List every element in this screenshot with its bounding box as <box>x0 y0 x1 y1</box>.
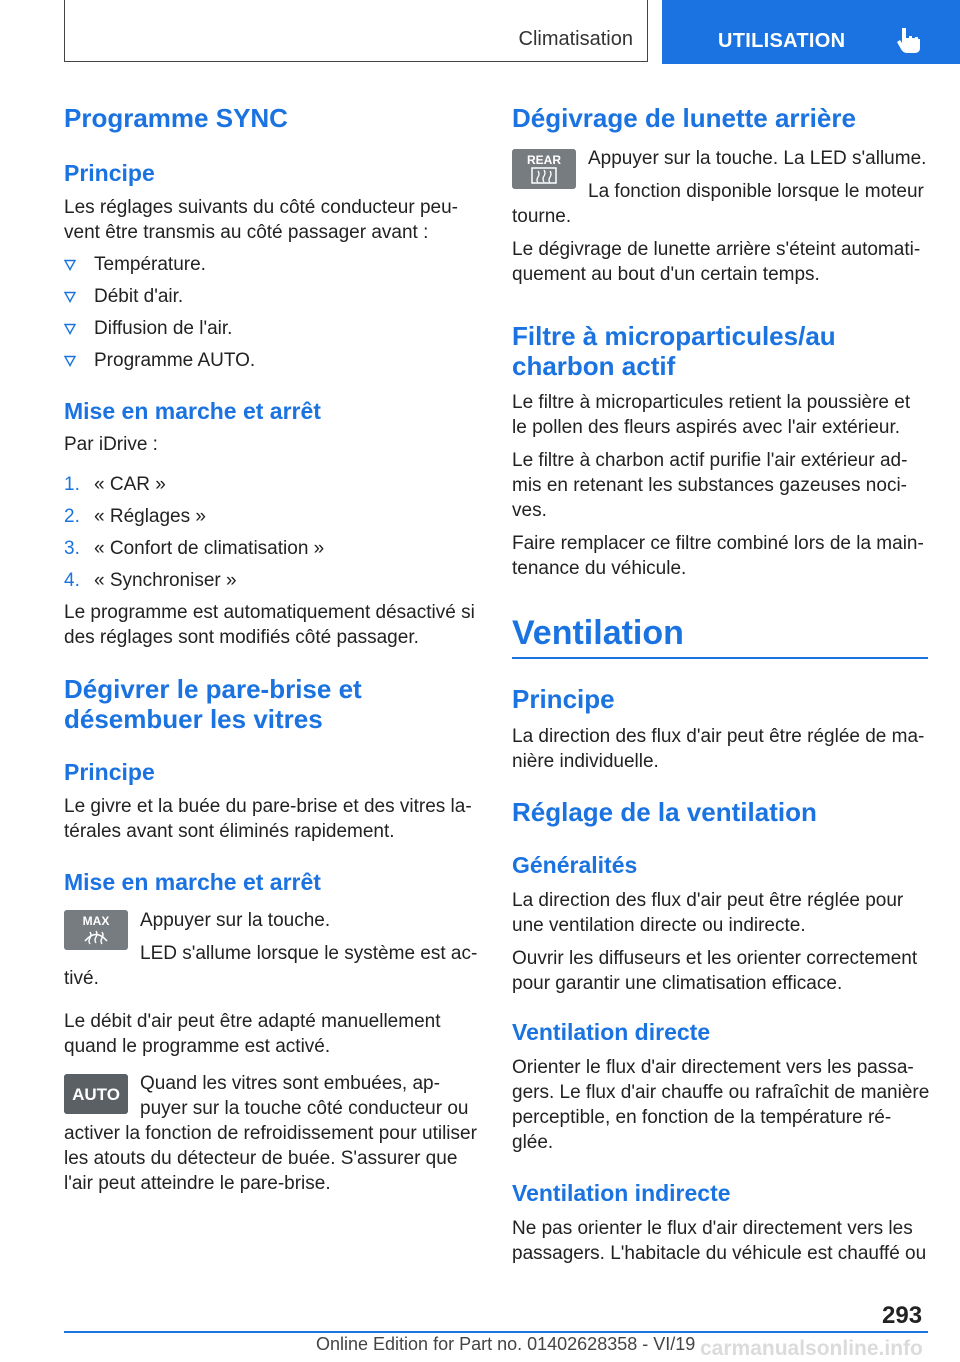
auto-text-line-5: l'air peut atteindre le pare-brise. <box>64 1173 331 1194</box>
air-flow-line-1: Le débit d'air peut être adapté manuellement <box>64 1011 441 1032</box>
sync-item-4: Programme AUTO. <box>94 350 256 371</box>
auto-text-line-2: puyer sur la touche côté conducteur ou <box>140 1098 469 1119</box>
step-text-1: « CAR » <box>94 474 166 495</box>
auto-text-line-4: les atouts du détecteur de buée. S'assurer que <box>64 1148 458 1169</box>
footer-edition-text: Online Edition for Part no. 01402628358 - VI/19 <box>316 1334 696 1354</box>
max-button-label: MAX <box>82 914 110 928</box>
directe-line-3: perceptible, en fonction de la température ré- <box>512 1107 892 1128</box>
step-number-3: 3. <box>64 538 80 559</box>
directe-line-2: gers. Le flux d'air chauffe ou rafraîchit de manière <box>512 1082 930 1103</box>
air-flow-line-2: quand le programme est activé. <box>64 1036 331 1057</box>
heading-rear-defrost: Dégivrage de lunette arrière <box>512 103 856 133</box>
filter-text-line-5: ves. <box>512 500 547 521</box>
max-defrost-button-icon <box>64 910 128 950</box>
header-section-title: Climatisation <box>518 28 633 50</box>
max-text-line-3: tivé. <box>64 968 99 989</box>
watermark-text: carmanualsonline.info <box>700 1337 923 1360</box>
heading-ventilation-principe: Principe <box>512 684 615 714</box>
indirecte-line-2: passagers. L'habitacle du véhicule est chauffé ou <box>512 1243 927 1264</box>
directe-line-1: Orienter le flux d'air directement vers les passa- <box>512 1057 914 1078</box>
heading-reglage-ventilation: Réglage de la ventilation <box>512 797 817 827</box>
filter-text-line-7: tenance du véhicule. <box>512 558 687 579</box>
directe-line-4: glée. <box>512 1132 554 1153</box>
generalites-line-3: Ouvrir les diffuseurs et les orienter correctement <box>512 948 918 969</box>
footer-rule <box>64 1331 928 1333</box>
step-number-4: 4. <box>64 570 80 591</box>
heading-filter-line-1: Filtre à microparticules/au <box>512 321 836 351</box>
filter-text-line-2: le pollen des fleurs aspirés avec l'air extérieur. <box>512 417 901 438</box>
bullet-triangle-icon <box>64 323 76 335</box>
heading-defrost-line-1: Dégivrer le pare-brise et <box>64 674 362 704</box>
step-text-4: « Synchroniser » <box>94 570 237 591</box>
sync-item-1: Température. <box>94 254 206 275</box>
heading-sync-on-off: Mise en marche et arrêt <box>64 398 321 424</box>
step-text-2: « Réglages » <box>94 506 206 527</box>
filter-text-line-3: Le filtre à charbon actif purifie l'air extérieur ad- <box>512 450 908 471</box>
max-text-line-1: Appuyer sur la touche. <box>140 910 331 931</box>
generalites-line-2: une ventilation directe ou indirecte. <box>512 915 806 936</box>
pointing-hand-icon <box>896 26 922 54</box>
auto-button-icon <box>64 1074 128 1114</box>
vent-principe-line-1: La direction des flux d'air peut être réglée de ma- <box>512 726 925 747</box>
filter-text-line-6: Faire remplacer ce filtre combiné lors de la main- <box>512 533 924 554</box>
filter-text-line-1: Le filtre à microparticules retient la poussière et <box>512 392 911 413</box>
ventilation-rule <box>512 657 928 659</box>
par-idrive-text: Par iDrive : <box>64 434 158 455</box>
auto-button-label: AUTO <box>72 1085 120 1104</box>
rear-button-label: REAR <box>526 153 562 167</box>
header-chapter-tab[interactable] <box>662 0 960 64</box>
auto-off-line-1: Le programme est automatiquement désactivé si <box>64 602 475 623</box>
heading-filter-line-2: charbon actif <box>512 351 676 381</box>
max-text-line-2: LED s'allume lorsque le système est ac- <box>140 943 478 964</box>
heading-sync-principe: Principe <box>64 160 155 186</box>
auto-off-line-2: des réglages sont modifiés côté passager. <box>64 627 419 648</box>
vent-principe-line-2: nière individuelle. <box>512 751 659 772</box>
bullet-triangle-icon <box>64 291 76 303</box>
heading-programme-sync: Programme SYNC <box>64 103 288 133</box>
step-number-2: 2. <box>64 506 80 527</box>
heading-generalites: Généralités <box>512 852 638 878</box>
filter-text-line-4: mis en retenant les substances gazeuses noci- <box>512 475 907 496</box>
generalites-line-1: La direction des flux d'air peut être réglée pour <box>512 890 904 911</box>
defrost-principe-line-2: térales avant sont éliminés rapidement. <box>64 821 395 842</box>
sync-intro-line-2: vent être transmis au côté passager avant : <box>64 222 429 243</box>
rear-text-line-2: La fonction disponible lorsque le moteur <box>588 181 924 202</box>
defrost-principe-line-1: Le givre et la buée du pare-brise et des vitres la- <box>64 796 472 817</box>
sync-intro-line-1: Les réglages suivants du côté conducteur peu- <box>64 197 458 218</box>
heading-defrost-principe: Principe <box>64 759 155 785</box>
auto-text-line-1: Quand les vitres sont embuées, ap- <box>140 1073 440 1094</box>
indirecte-line-1: Ne pas orienter le flux d'air directement vers les <box>512 1218 913 1239</box>
page-number: 293 <box>882 1302 923 1329</box>
heading-defrost-on-off: Mise en marche et arrêt <box>64 869 321 895</box>
sync-item-3: Diffusion de l'air. <box>94 318 233 339</box>
heading-ventilation-directe: Ventilation directe <box>512 1019 711 1045</box>
rear-text-line-3: tourne. <box>512 206 572 227</box>
heading-ventilation-indirecte: Ventilation indirecte <box>512 1180 731 1206</box>
heading-ventilation: Ventilation <box>512 614 684 652</box>
generalites-line-4: pour garantir une climatisation efficace. <box>512 973 843 994</box>
rear-text-line-1: Appuyer sur la touche. La LED s'allume. <box>588 148 927 169</box>
header-section-box <box>64 0 648 62</box>
rear-defrost-button-icon <box>512 149 576 189</box>
sync-item-2: Débit d'air. <box>94 286 184 307</box>
bullet-triangle-icon <box>64 355 76 367</box>
rear-text-line-5: quement au bout d'un certain temps. <box>512 264 820 285</box>
auto-text-line-3: activer la fonction de refroidissement pour utiliser <box>64 1123 477 1144</box>
step-number-1: 1. <box>64 474 80 495</box>
header-chapter-label: UTILISATION <box>718 30 846 52</box>
step-text-3: « Confort de climatisation » <box>94 538 325 559</box>
rear-text-line-4: Le dégivrage de lunette arrière s'éteint automati- <box>512 239 921 260</box>
bullet-triangle-icon <box>64 259 76 271</box>
heading-defrost-line-2: désembuer les vitres <box>64 704 323 734</box>
